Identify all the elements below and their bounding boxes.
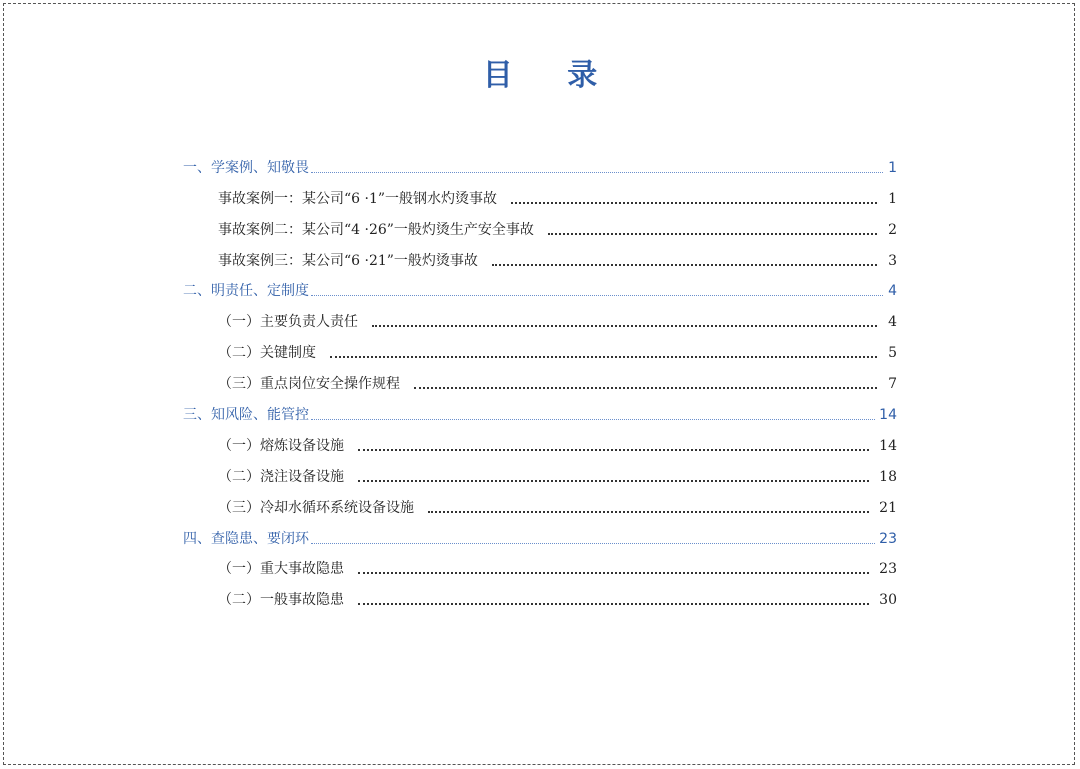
dot-leader — [428, 511, 869, 513]
toc-entry-label: （二）关键制度 — [218, 345, 316, 362]
dot-leader — [492, 264, 877, 266]
toc-subsection-entry[interactable] — [183, 461, 897, 492]
toc-entry-label: 一、学案例、知敬畏 — [183, 159, 309, 176]
toc-subsection-entry[interactable] — [183, 554, 897, 585]
toc-subsection-entry[interactable] — [183, 183, 897, 214]
toc-entry-label: （三）重点岗位安全操作规程 — [218, 376, 400, 393]
dot-leader — [414, 387, 877, 389]
dot-leader — [311, 543, 875, 544]
toc-page-number: 3 — [888, 252, 897, 269]
toc-entry-label: 二、明责任、定制度 — [183, 283, 309, 300]
dot-leader — [311, 419, 875, 420]
table-of-contents — [183, 152, 897, 615]
toc-subsection-entry[interactable] — [183, 245, 897, 276]
toc-section-entry[interactable] — [183, 152, 897, 183]
toc-page-number: 21 — [879, 499, 897, 516]
toc-entry-label: （二）一般事故隐患 — [218, 592, 344, 609]
toc-entry-label: 三、知风险、能管控 — [183, 407, 309, 424]
toc-entry-label: （一）熔炼设备设施 — [218, 437, 344, 454]
toc-page-number: 23 — [879, 530, 897, 547]
toc-page-number: 7 — [888, 376, 897, 393]
toc-subsection-entry[interactable] — [183, 337, 897, 368]
dot-leader — [311, 295, 883, 296]
toc-entry-label: （一）主要负责人责任 — [218, 314, 358, 331]
dot-leader — [311, 172, 883, 173]
toc-page-number: 30 — [879, 592, 897, 609]
toc-entry-label: （三）冷却水循环系统设备设施 — [218, 499, 414, 516]
toc-page-number: 2 — [888, 221, 897, 238]
dot-leader — [548, 233, 877, 235]
dot-leader — [358, 572, 869, 574]
toc-subsection-entry[interactable] — [183, 306, 897, 337]
toc-entry-label: 事故案例三：某公司“6 ·21”一般灼烫事故 — [218, 252, 478, 269]
toc-entry-label: 四、查隐患、要闭环 — [183, 530, 309, 547]
dot-leader — [358, 480, 869, 482]
toc-page-number: 14 — [879, 407, 897, 424]
toc-page-number: 4 — [888, 283, 897, 300]
toc-section-entry[interactable] — [183, 523, 897, 554]
toc-section-entry[interactable] — [183, 276, 897, 307]
toc-subsection-entry[interactable] — [183, 430, 897, 461]
toc-entry-label: 事故案例二：某公司“4 ·26”一般灼烫生产安全事故 — [218, 221, 534, 238]
dot-leader — [330, 356, 877, 358]
toc-page-number: 1 — [888, 159, 897, 176]
toc-page-number: 14 — [879, 437, 897, 454]
toc-entry-label: （二）浇注设备设施 — [218, 468, 344, 485]
toc-page-number: 23 — [879, 561, 897, 578]
toc-page-number: 18 — [879, 468, 897, 485]
toc-page-number: 5 — [888, 345, 897, 362]
toc-entry-label: （一）重大事故隐患 — [218, 561, 344, 578]
toc-section-entry[interactable] — [183, 399, 897, 430]
toc-entry-label: 事故案例一：某公司“6 ·1”一般钢水灼烫事故 — [218, 190, 498, 207]
toc-subsection-entry[interactable] — [183, 214, 897, 245]
dot-leader — [358, 449, 869, 451]
toc-subsection-entry[interactable] — [183, 584, 897, 615]
toc-subsection-entry[interactable] — [183, 368, 897, 399]
dot-leader — [511, 202, 877, 204]
toc-subsection-entry[interactable] — [183, 492, 897, 523]
dot-leader — [358, 603, 869, 605]
toc-page-number: 4 — [888, 314, 897, 331]
toc-page-number: 1 — [888, 190, 897, 207]
toc-title: 目 录 — [482, 58, 620, 93]
dot-leader — [372, 325, 877, 327]
